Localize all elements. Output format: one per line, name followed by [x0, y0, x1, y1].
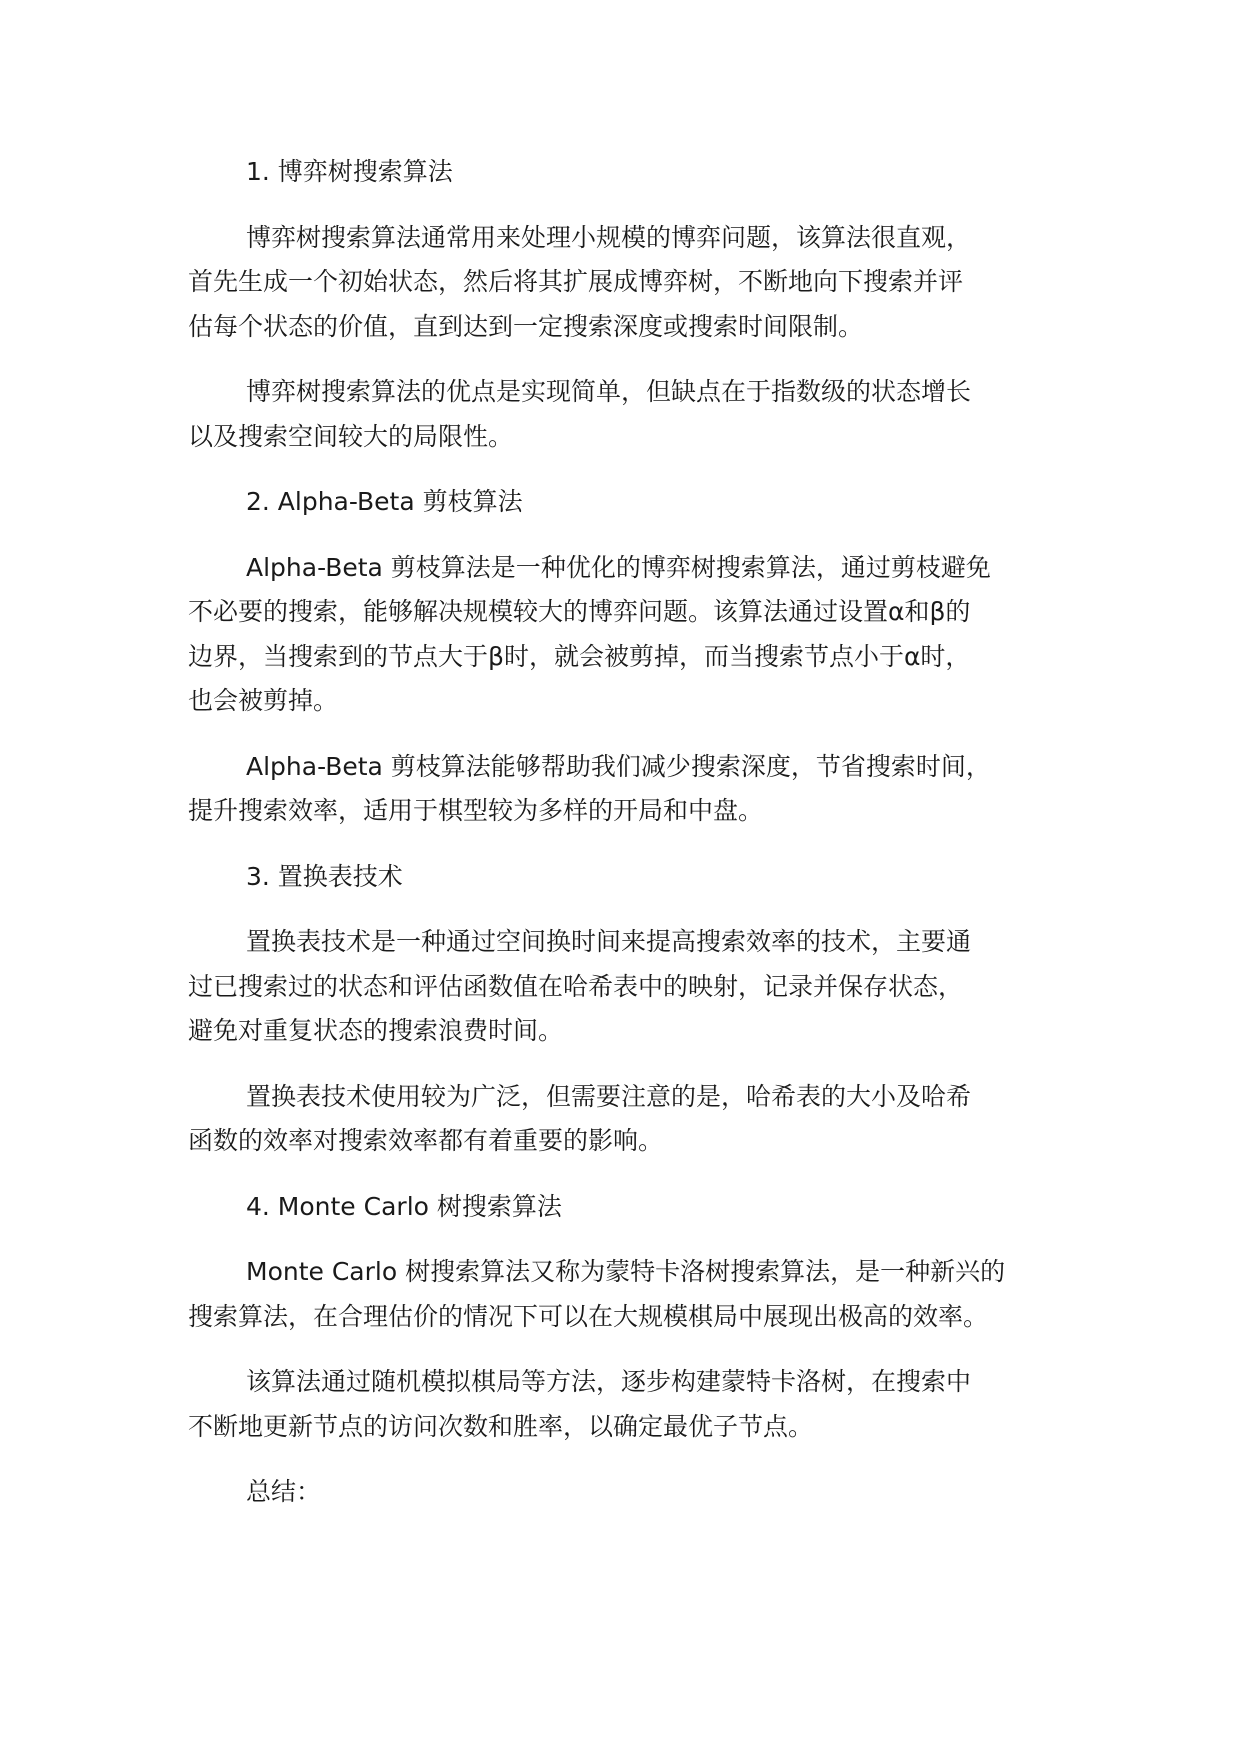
section-heading: 4. Monte Carlo 树搜索算法: [246, 1191, 562, 1221]
text-line: 不断地更新节点的访问次数和胜率，以确定最优子节点。: [188, 1411, 814, 1441]
document-body: [188, 150, 1068, 1536]
section-heading: 3. 置换表技术: [246, 861, 403, 891]
paragraph: [188, 216, 1068, 350]
paragraph: [188, 1075, 1068, 1164]
text-line: 过已搜索过的状态和评估函数值在哈希表中的映射，记录并保存状态，: [188, 971, 964, 1001]
text-line: 博弈树搜索算法的优点是实现简单，但缺点在于指数级的状态增长: [246, 377, 972, 406]
text-line: 置换表技术是一种通过空间换时间来提高搜索效率的技术，主要通: [246, 927, 972, 956]
paragraph: [188, 370, 1068, 459]
paragraph: [188, 745, 1068, 834]
section-heading: 1. 博弈树搜索算法: [246, 157, 453, 186]
text-line: 该算法通过随机模拟棋局等方法，逐步构建蒙特卡洛树，在搜索中: [246, 1367, 972, 1396]
text-line: 首先生成一个初始状态，然后将其扩展成博弈树，不断地向下搜索并评: [188, 267, 964, 296]
summary-label: 总结：: [246, 1477, 322, 1506]
paragraph: [188, 546, 1068, 724]
text-line: Monte Carlo 树搜索算法又称为蒙特卡洛树搜索算法，是一种新兴的: [246, 1257, 1006, 1286]
paragraph: [188, 920, 1068, 1054]
text-line: 博弈树搜索算法通常用来处理小规模的博弈问题，该算法很直观，: [246, 222, 972, 252]
text-line: 搜索算法，在合理估价的情况下可以在大规模棋局中展现出极高的效率。: [188, 1301, 989, 1331]
text-line: 提升搜索效率，适用于棋型较为多样的开局和中盘。: [188, 796, 764, 825]
text-line: 也会被剪掉。: [188, 686, 339, 715]
text-line: 边界，当搜索到的节点大于β时，就会被剪掉，而当搜索节点小于α时，: [188, 641, 971, 671]
text-line: 估每个状态的价值，直到达到一定搜索深度或搜索时间限制。: [188, 311, 864, 341]
text-line: Alpha-Beta 剪枝算法能够帮助我们减少搜索深度，节省搜索时间，: [246, 751, 991, 781]
text-line: 以及搜索空间较大的局限性。: [188, 421, 514, 451]
text-line: Alpha-Beta 剪枝算法是一种优化的博弈树搜索算法，通过剪枝避免: [246, 552, 991, 582]
section-heading: 2. Alpha-Beta 剪枝算法: [246, 487, 523, 516]
text-line: 不必要的搜索，能够解决规模较大的博弈问题。该算法通过设置α和β的: [188, 597, 971, 626]
text-line: 置换表技术使用较为广泛，但需要注意的是，哈希表的大小及哈希: [246, 1081, 972, 1111]
text-line: 函数的效率对搜索效率都有着重要的影响。: [188, 1126, 664, 1155]
text-line: 避免对重复状态的搜索浪费时间。: [188, 1016, 564, 1045]
paragraph: [188, 1360, 1068, 1449]
paragraph: [188, 1250, 1068, 1339]
